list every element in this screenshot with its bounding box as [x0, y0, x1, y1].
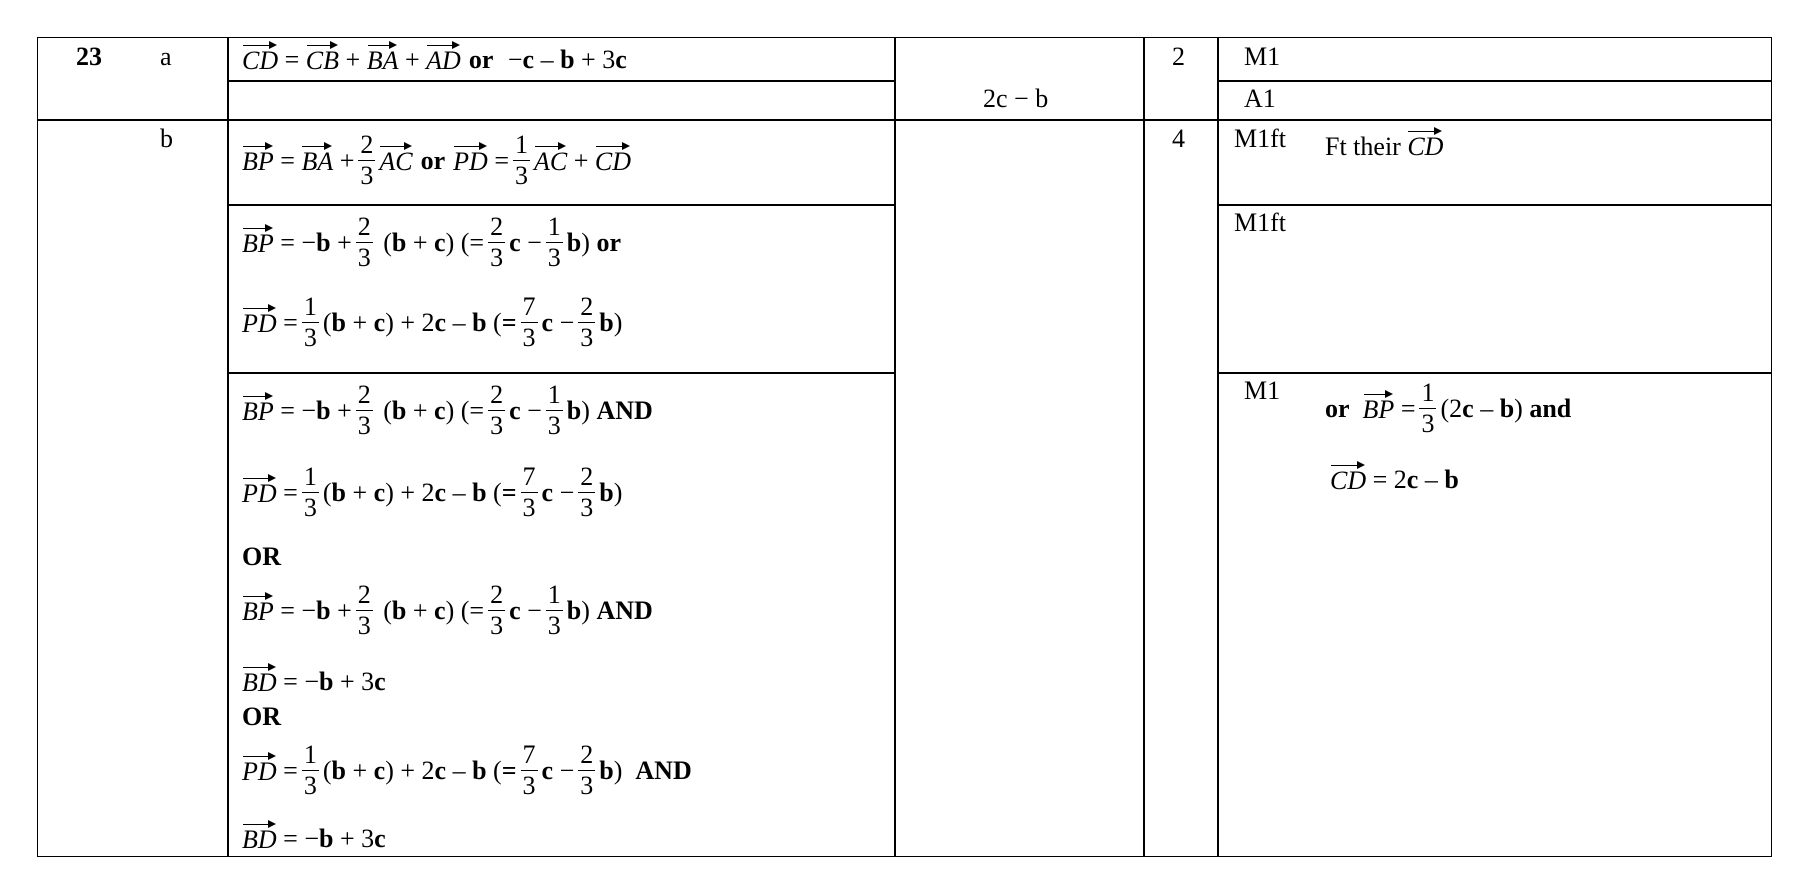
part-a-code-a1: A1	[1244, 84, 1276, 113]
part-b-working-3-line7: PD = 1 3 ( b + c ) + 2 c – b ( = $\frac{7}{3}$ c − 2 3 b ) AND	[242, 740, 692, 800]
part-b-working-3-line5: BD = − b + 3 c	[242, 667, 386, 697]
part-b-label: b	[160, 124, 173, 153]
or-separator-2: OR	[242, 702, 281, 731]
part-b-working-3-line1: BP = − b + 2 3 ( b + c ) (= 2 3 c − 1 3 b ) AND	[242, 380, 653, 440]
part-a-marks: 2	[1172, 42, 1185, 71]
vector-ba: BA	[366, 46, 399, 75]
row-divider	[1218, 204, 1772, 206]
part-a-working: CD = CB + BA + AD or − c – b + 3 c	[242, 45, 627, 75]
part-b-working-1: BP = BA + 2 3 AC or PD = 1 3 AC + CD	[242, 130, 632, 190]
or-separator-1: OR	[242, 542, 281, 571]
vector-ad: AD	[426, 46, 461, 75]
part-b-working-3-line8: BD = − b + 3 c	[242, 824, 386, 854]
part-b-comment-3-line1: or BP = 1 3 (2 c – b ) and	[1325, 378, 1572, 438]
column-divider	[1143, 37, 1145, 857]
question-number: 23	[76, 42, 102, 71]
part-b-working-3-line4: BP = − b + 2 3 ( b + c ) (= 2 3 c − 1 3 b ) AND	[242, 580, 653, 640]
row-divider	[1218, 372, 1772, 374]
part-b-working-2-line2: PD = 1 3 ( b + c ) + 2 c – b ( = $\frac{7}{3}$ c − 2 3 b )	[242, 292, 623, 352]
vector-cb: CB	[305, 46, 340, 75]
column-divider	[894, 37, 896, 857]
part-b-working-3-line2: PD = 1 3 ( b + c ) + 2 c – b ( = $\frac{7}{3}$ c − 2 3 b )	[242, 462, 623, 522]
part-b-code-3: M1	[1244, 376, 1281, 405]
column-divider	[227, 37, 229, 857]
vector-cd: CD	[242, 46, 279, 75]
row-divider	[228, 204, 895, 206]
part-b-marks: 4	[1172, 124, 1185, 153]
part-b-code-1: M1ft	[1234, 124, 1286, 153]
column-divider	[1217, 37, 1219, 857]
row-divider	[1218, 80, 1772, 82]
part-b-code-2: M1ft	[1234, 208, 1286, 237]
part-a-label: a	[160, 42, 172, 71]
part-b-working-2-line1: BP = − b + 2 3 ( b + c ) (= 2 3 c − 1 3 b ) or	[242, 212, 621, 272]
part-b-comment-1: Ft their CD	[1325, 132, 1444, 161]
row-divider	[228, 372, 895, 374]
row-divider	[37, 119, 1772, 121]
row-divider	[228, 80, 895, 82]
part-a-answer: 2c − b	[983, 84, 1049, 113]
part-a-code-m1: M1	[1244, 42, 1281, 71]
part-b-comment-3-line2: CD = 2 c – b	[1330, 465, 1459, 495]
